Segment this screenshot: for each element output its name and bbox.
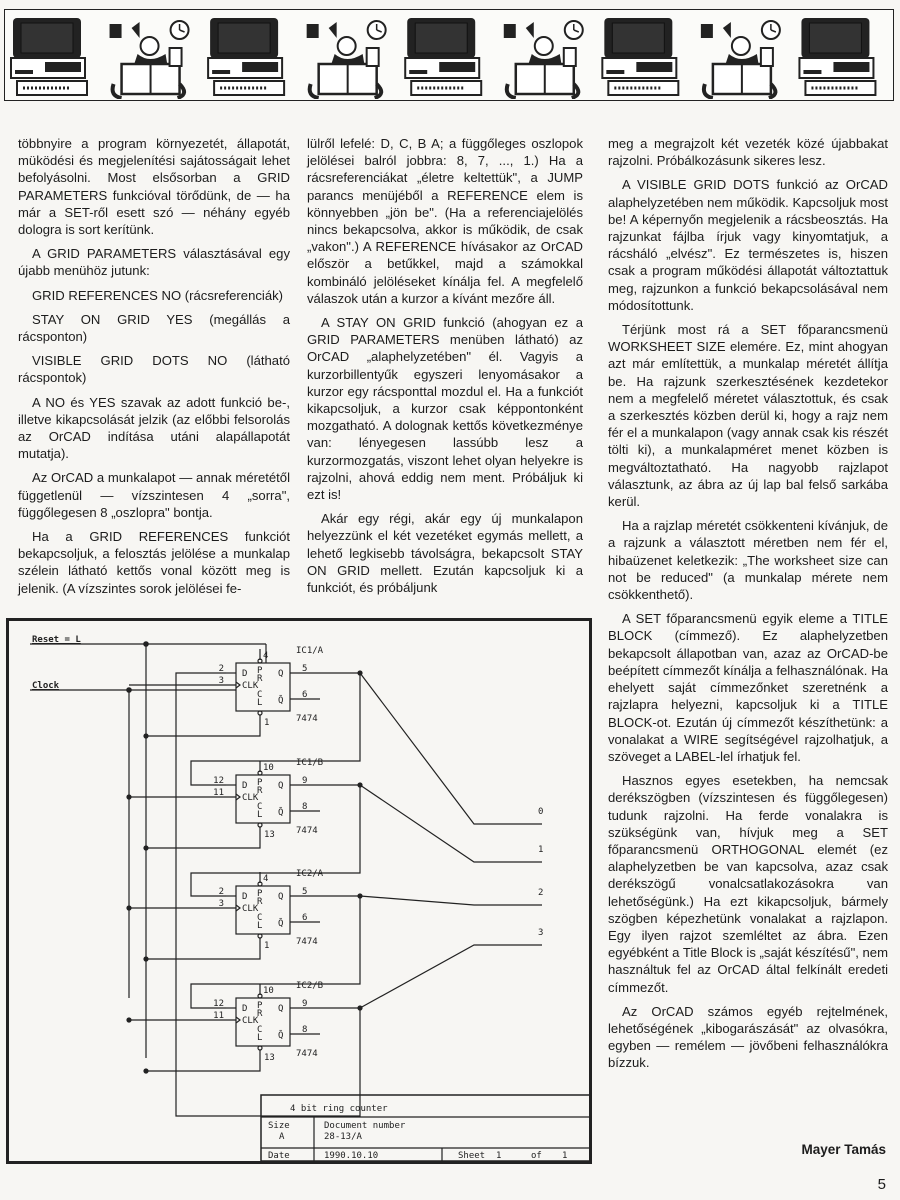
- title-block-date-label: Date: [268, 1151, 290, 1161]
- part-number: 7474: [296, 1049, 318, 1059]
- office-worker-icon: [504, 21, 583, 98]
- pin-label-q: Q: [278, 669, 284, 679]
- pin-number: 11: [213, 1011, 224, 1021]
- pin-label-qn: Q̄: [278, 919, 284, 929]
- author-name: Mayer Tamás: [801, 1142, 886, 1157]
- title-block-sheet-label: Sheet: [458, 1151, 486, 1161]
- pin-label-qn: Q̄: [278, 808, 284, 818]
- paragraph: többnyire a program környezetét, állapotát, müködési és megjelenítési sajátosságait lehet befolyásolni. Most elsősorban a GRID PARAMETERS funkcióval törődünk, de — ha már a SET-ről esett szó — néhány egyéb dologra is sort kerítünk.: [18, 136, 290, 238]
- pin-label-d: D: [242, 781, 248, 791]
- pin-label-pr: P: [257, 666, 263, 676]
- paragraph: lülről lefelé: D, C, B A; a függőleges oszlopok jelölései balról jobbra: 8, 7, ..., 1.) Ha a rácsreferenciákat „életre keltettük", a JUMP parancs menüjéből a REFERENCE elem is könnyebben „jön be". (Ha a referenciajelölés nincs bekapcsolva, akkor is működik, de csak „vakon".) A REFERENCE hívásakor az OrCAD először a betűkkel, majd a számokkal kombináló jelöléseket kínálja fel. A megfelelő válaszok után a kurzor a kívánt mezőre áll.: [307, 136, 583, 306]
- pin-number: 5: [302, 664, 308, 674]
- paragraph: A NO és YES szavak az adott funkció be-, illetve kikapcsolását jelzik (az előbbi felsorolás az OrCAD indítása utáni alapállapotát mutatja).: [18, 394, 290, 462]
- title-block-doc-label: Document number: [324, 1121, 406, 1131]
- title-block: [261, 1095, 590, 1161]
- paragraph: A GRID PARAMETERS választásával egy újabb menühöz jutunk:: [18, 246, 290, 279]
- schematic-border: [8, 620, 591, 1163]
- pin-label-cl: C: [257, 690, 263, 700]
- pin-number: 4: [263, 874, 269, 884]
- output-label: 0: [538, 807, 544, 817]
- clipart-banner: [4, 9, 894, 101]
- ic-reference: IC1/B: [296, 758, 324, 768]
- page-number: 5: [877, 1176, 886, 1193]
- net-label-reset: Reset = L: [32, 635, 81, 645]
- flipflop-ic1-b: [129, 758, 362, 845]
- part-number: 7474: [296, 937, 318, 947]
- paragraph: A SET főparancsmenü egyik eleme a TITLE BLOCK (címmező). Ez alaphelyzetben bekapcsolt állapotban van, azaz az OrCAD-be beépített címmezőt kínálja a felhasználónak. Ha ehelyett saját címmezőnket szeretnénk a rajzlapra helyezni, kapcsoljuk ki a TITLE BLOCK-ot. Ezután új címmezőt készíthetünk: a vonalakat a WIRE segítségével rajzolhatjuk, a szöveget a LABEL-lel írhatjuk fel.: [608, 611, 888, 764]
- pin-number: 1: [264, 718, 270, 728]
- pin-label-clk: CLK: [242, 793, 259, 803]
- office-worker-icon: [307, 21, 386, 98]
- office-worker-icon: [701, 21, 780, 98]
- title-block-title: 4 bit ring counter: [290, 1104, 388, 1114]
- paragraph: Az OrCAD számos egyéb rejtelmének, lehetőségének „kibogarászását" az olvasókra, egyben — remélem — jövőbeni felhasználókra bízzuk.: [608, 1003, 888, 1071]
- pin-number: 5: [302, 887, 308, 897]
- pin-label-pr: P: [257, 778, 263, 788]
- pin-label-pr: R: [257, 674, 263, 684]
- output-label: 3: [538, 928, 544, 938]
- pin-number: 6: [302, 913, 308, 923]
- computer-icon: [208, 18, 284, 95]
- ic-reference: IC2/B: [296, 981, 324, 991]
- output-label: 2: [538, 888, 544, 898]
- ic-reference: IC2/A: [296, 869, 324, 879]
- flipflop-ic2-b: [129, 981, 362, 1068]
- output-label: 1: [538, 845, 544, 855]
- title-block-date-value: 1990.10.10: [324, 1151, 379, 1161]
- title-block-of-label: of: [531, 1151, 542, 1161]
- pin-label-qn: Q̄: [278, 1031, 284, 1041]
- paragraph: Ha a rajzlap méretét csökkenteni kívánjuk, de a rajzunk a választott méretben nem fér el, hibaüzenet keletkezik: „The worksheet size can not be reduced" (a munkalap mérete nem csökkenthető).: [608, 518, 888, 603]
- pin-label-cl: L: [257, 810, 263, 820]
- pin-number: 12: [213, 776, 224, 786]
- pin-number: 13: [264, 1053, 275, 1063]
- pin-label-pr: R: [257, 1009, 263, 1019]
- flipflop-ic2-a: [129, 869, 362, 956]
- part-number: 7474: [296, 714, 318, 724]
- paragraph: A VISIBLE GRID DOTS funkció az OrCAD alaphelyzetében nem működik. Kapcsoljuk most be! A képernyőn megjelenik a rácsbeosztás. Ha rajzunkat fájlba írjuk vagy kinyomtatjuk, a rácsháló „elvész". Ez természetes is, hiszen csak a program működési állapotát változtattuk meg, rajzunkon a funkció bekapcsolásával nem módosítottunk.: [608, 177, 888, 313]
- computer-icon: [11, 18, 87, 95]
- pin-number: 6: [302, 690, 308, 700]
- output-wire-3: [360, 928, 543, 1008]
- pin-label-cl: C: [257, 1025, 263, 1035]
- article-column-1: [18, 135, 290, 604]
- article-column-3: [608, 135, 888, 1079]
- pin-number: 8: [302, 1025, 308, 1035]
- pin-number: 9: [302, 999, 308, 1009]
- pin-number: 9: [302, 776, 308, 786]
- computer-icon: [799, 18, 875, 95]
- pin-number: 1: [264, 941, 270, 951]
- pin-label-cl: L: [257, 698, 263, 708]
- title-block-size-value: A: [279, 1132, 285, 1142]
- paragraph: Akár egy régi, akár egy új munkalapon helyezzünk el két vezetéket egymás mellett, a lehető legkisebb távolságra, bekapcsolt STAY ON GRID mellett. Ezután kapcsoljuk ki a funkciót, és próbáljunk: [307, 511, 583, 596]
- pin-number: 2: [218, 664, 224, 674]
- article-column-2: [307, 135, 583, 603]
- paragraph: Térjünk most rá a SET főparancsmenü WORKSHEET SIZE elemére. Ez, mint ahogyan azt már említettük, a munkalap méretét állítja be. Ha rajzunk szerkesztésének kezdetekor nem a megfelelő méretet választottuk, és csak a szerkesztés közben derül ki, hogy a rajz nem fér el a munkalapon (vagy annak csak kis részét tölti ki), a munkalapméret menet közben is megváltoztatható. Ha nagyobb rajzlapot választunk, az ábra az új lap bal felső sarkába kerül.: [608, 322, 888, 510]
- pin-label-d: D: [242, 669, 248, 679]
- output-wire-2: [360, 888, 543, 905]
- paragraph: VISIBLE GRID DOTS NO (látható rácspontok): [18, 353, 290, 386]
- pin-label-cl: L: [257, 921, 263, 931]
- schematic-figure: [6, 618, 592, 1164]
- paragraph: Hasznos egyes esetekben, ha nemcsak derékszögben (vízszintesen és függőlegesen) tudunk rajzolni. Ha ferde vonalakra is szükségünk van, hívjuk meg a SET főparancsmenü ORTHOGONAL elemét (ez alaphelyzetben be van kapcsolva, azaz csak derékszögű vonalcsatlakozásokra van lehetőségünk.) Ha ezt kikapcsoljuk, bármely szögben képezhetünk vonalakat a rajzlapon. Egy ilyen rajzot szemléltet az ábra. Ezen egyébként a Title Block is „saját készítésű", nem használtuk fel az OrCAD által felkínált eredeti címmezőt.: [608, 773, 888, 995]
- pin-number: 10: [263, 986, 274, 996]
- office-worker-icon: [110, 21, 189, 98]
- title-block-size-label: Size: [268, 1121, 290, 1131]
- pin-number: 3: [218, 676, 224, 686]
- output-wire-0: [360, 673, 543, 824]
- paragraph: A STAY ON GRID funkció (ahogyan ez a GRID PARAMETERS menüben látható) az OrCAD „alaphelyzetében" él. Vagyis a kurzorbillentyűk egyszeri lenyomásakor a kurzor egy rácsponttal mozdul el. Ha a funkciót kikapcsoljuk, a kurzor csak képpontonként mozgatható. A dolognak kettős következménye van: lényegesen lassúbb lesz a kurzormozgatás, viszont lehet olyan helyekre is rajzolni, ahová eddig nem ment. Próbáljuk ki ezt is!: [307, 315, 583, 503]
- pin-label-cl: C: [257, 913, 263, 923]
- pin-label-pr: R: [257, 897, 263, 907]
- pin-number: 3: [218, 899, 224, 909]
- title-block-doc-value: 28-13/A: [324, 1132, 362, 1142]
- title-block-sheet-value: 1: [496, 1151, 502, 1161]
- pin-label-d: D: [242, 892, 248, 902]
- pin-label-cl: C: [257, 802, 263, 812]
- pin-number: 8: [302, 802, 308, 812]
- ic-reference: IC1/A: [296, 646, 324, 656]
- pin-number: 12: [213, 999, 224, 1009]
- part-number: 7474: [296, 826, 318, 836]
- pin-number: 2: [218, 887, 224, 897]
- computer-icon: [405, 18, 481, 95]
- pin-label-clk: CLK: [242, 904, 259, 914]
- ring-counter-schematic: [6, 618, 592, 1164]
- pin-label-cl: L: [257, 1033, 263, 1043]
- banner-art: [5, 10, 892, 99]
- pin-label-pr: P: [257, 889, 263, 899]
- paragraph: Ha a GRID REFERENCES funkciót bekapcsoljuk, a felosztás jelölése a munkalap szélein látható kettős vonal között meg is jelenik. (A vízszintes sorok jelölései fe-: [18, 529, 290, 596]
- pin-label-q: Q: [278, 781, 284, 791]
- paragraph: Az OrCAD a munkalapot — annak méretétől függetlenül — vízszintesen 4 „sorra", függőlegesen 8 „oszlopra" bontja.: [18, 470, 290, 520]
- computer-icon: [602, 18, 678, 95]
- pin-label-qn: Q̄: [278, 696, 284, 706]
- title-block-of-value: 1: [562, 1151, 568, 1161]
- pin-label-pr: R: [257, 786, 263, 796]
- pin-number: 4: [263, 651, 269, 661]
- pin-label-clk: CLK: [242, 681, 259, 691]
- pin-label-q: Q: [278, 892, 284, 902]
- net-label-clock: Clock: [32, 681, 60, 691]
- pin-label-pr: P: [257, 1001, 263, 1011]
- pin-label-d: D: [242, 1004, 248, 1014]
- pin-label-q: Q: [278, 1004, 284, 1014]
- pin-number: 10: [263, 763, 274, 773]
- paragraph: meg a megrajzolt két vezeték közé újabbakat rajzolni. Próbálkozásunk sikeres lesz.: [608, 136, 888, 169]
- pin-label-clk: CLK: [242, 1016, 259, 1026]
- paragraph: STAY ON GRID YES (megállás a rácsponton): [18, 311, 290, 345]
- pin-number: 13: [264, 830, 275, 840]
- pin-number: 11: [213, 788, 224, 798]
- paragraph: GRID REFERENCES NO (rácsreferenciák): [32, 287, 284, 303]
